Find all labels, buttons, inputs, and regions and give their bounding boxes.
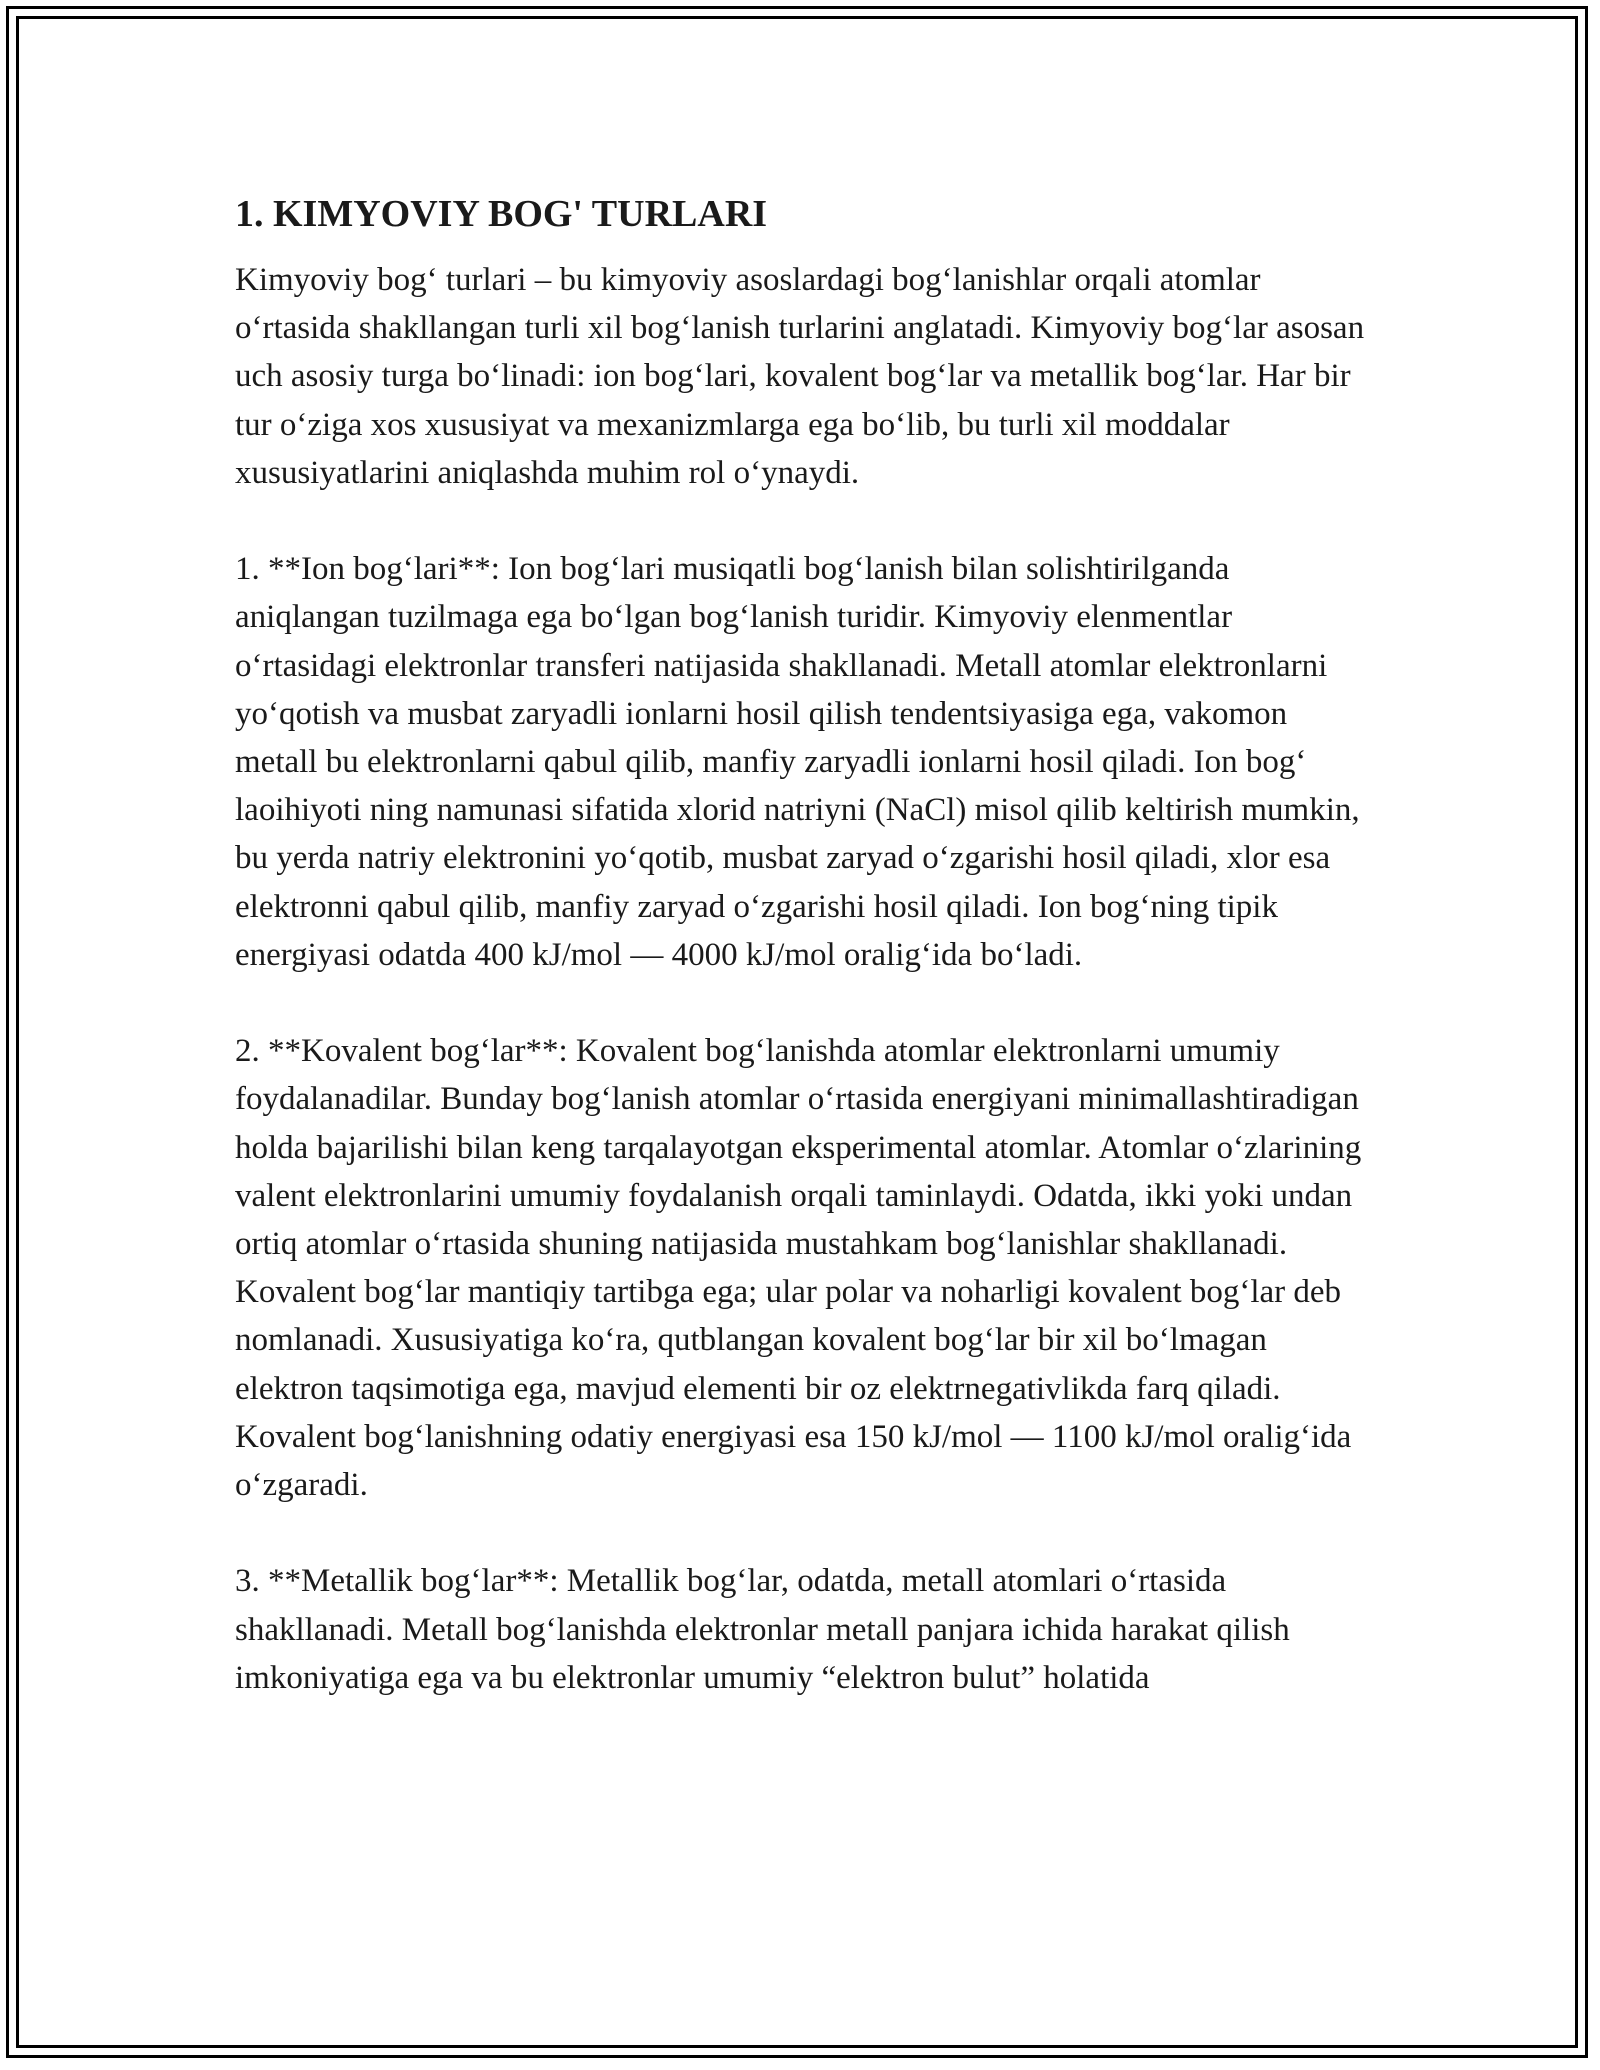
metallic-bonds-paragraph: 3. **Metallik bog‘lar**: Metallik bog‘lar, odatda, metall atomlari o‘rtasida shakllanadi. Metall bog‘lanishda elektronlar metall panjara ichida harakat qilish imkoniyatiga ega va bu elektronlar umumiy “elektron bulut” holatida <box>235 1563 1290 1696</box>
intro-paragraph: Kimyoviy bog‘ turlari – bu kimyoviy asoslardagi bog‘lanishlar orqali atomlar o‘rtasida shakllangan turli xil bog‘lanish turlarini anglatadi. Kimyoviy bog‘lar asosan uch asosiy turga bo‘linadi: ion bog‘lari, kovalent bog‘lar va metallik bog‘lar. Har bir tur o‘ziga xos xususiyat va mexanizmlarga ega bo‘lib, bu turli xil moddalar xususiyatlarini aniqlashda muhim rol o‘ynaydi. <box>235 262 1365 491</box>
covalent-bonds-paragraph: 2. **Kovalent bog‘lar**: Kovalent bog‘lanishda atomlar elektronlarni umumiy foydalanadilar. Bunday bog‘lanish atomlar o‘rtasida energiyani minimallashtiradigan holda bajarilishi bilan keng tarqalayotgan eksperimental atomlar. Atomlar o‘zlarining valent elektronlarini umumiy foydalanish orqali taminlaydi. Odatda, ikki yoki undan ortiq atomlar o‘rtasida shuning natijasida mustahkam bog‘lanishlar shakllanadi. Kovalent bog‘lar mantiqiy tartibga ega; ular polar va noharligi kovalent bog‘lar deb nomlanadi. Xususiyatiga ko‘ra, qutblangan kovalent bog‘lar bir xil bo‘lmagan elektron taqsimotiga ega, mavjud elementi bir oz elektrnegativlikda farq qiladi. Kovalent bog‘lanishning odatiy energiyasi esa 150 kJ/mol — 1100 kJ/mol oralig‘ida o‘zgaradi. <box>235 1033 1362 1504</box>
document-title: 1. KIMYOVIY BOG' TURLARI <box>235 193 768 235</box>
document-body <box>235 188 1365 1750</box>
ion-bonds-paragraph: 1. **Ion bog‘lari**: Ion bog‘lari musiqatli bog‘lanish bilan solishtirilganda aniqlangan tuzilmaga ega bo‘lgan bog‘lanish turidir. Kimyoviy elenmentlar o‘rtasidagi elektronlar transferi natijasida shakllanadi. Metall atomlar elektronlarni yo‘qotish va musbat zaryadli ionlarni hosil qilish tendentsiyasiga ega, vakomon metall bu elektronlarni qabul qilib, manfiy zaryadli ionlarni hosil qiladi. Ion bog‘ laoihiyoti ning namunasi sifatida xlorid natriyni (NaCl) misol qilib keltirish mumkin, bu yerda natriy elektronini yo‘qotib, musbat zaryad o‘zgarishi hosil qiladi, xlor esa elektronni qabul qilib, manfiy zaryad o‘zgarishi hosil qiladi. Ion bog‘ning tipik energiyasi odatda 400 kJ/mol — 4000 kJ/mol oralig‘ida bo‘ladi. <box>235 551 1360 973</box>
